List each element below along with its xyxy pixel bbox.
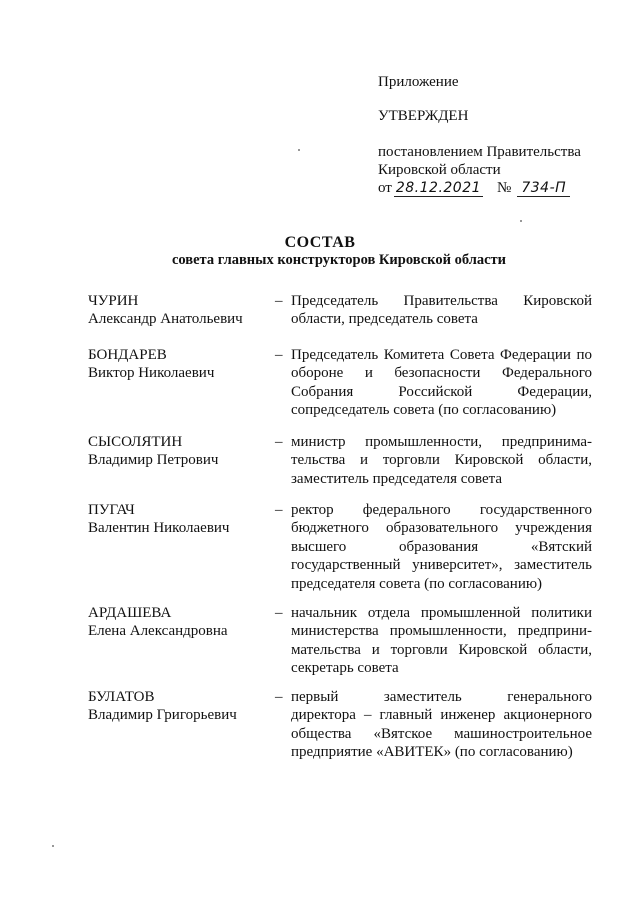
scan-speck [52, 845, 54, 847]
role-line: заместитель председателя совета [291, 470, 503, 487]
member-role [291, 433, 592, 488]
role-line: секретарь совета [291, 660, 399, 677]
member-given-name: Елена Александровна [88, 623, 228, 639]
role-line: председателя совета (по согласованию) [291, 575, 543, 592]
role-line: Председатель Комитета Совета Федерации по [291, 347, 592, 363]
member-given-name: Виктор Николаевич [88, 365, 215, 381]
decree-date: 28.12.2021 [395, 180, 482, 196]
dash-separator: – [275, 347, 283, 363]
member-given-name: Александр Анатольевич [88, 311, 243, 327]
dash-separator: – [275, 434, 283, 450]
decree-line-1: постановлением Правительства [378, 144, 581, 160]
role-line: предприятие «АВИТЕК» (по согласованию) [291, 744, 573, 761]
member-surname: ПУГАЧ [88, 502, 135, 518]
role-line: общества «Вятское машиностроительное [291, 725, 592, 742]
decree-number: 734-П [517, 181, 570, 197]
member-role [291, 501, 592, 593]
role-line: высшего образования «Вятский [291, 538, 592, 555]
role-line: Председатель Правительства Кировской [291, 293, 592, 309]
role-line: государственный университет», заместитель [291, 557, 592, 574]
dash-separator: – [275, 605, 283, 621]
role-line: начальник отдела промышленной политики [291, 605, 592, 621]
dash-separator: – [275, 293, 283, 309]
number-prefix: № [497, 180, 512, 196]
member-surname: ЧУРИН [88, 293, 139, 309]
scan-speck [298, 149, 300, 151]
approved-label: УТВЕРЖДЕН [378, 108, 469, 124]
role-line: бюджетного образовательного учреждения [291, 520, 592, 537]
role-line: министр промышленности, предпринима- [291, 434, 592, 450]
role-line: мательства и торговли Кировской области, [291, 641, 592, 658]
role-line: Собрания Российской Федерации, [291, 383, 592, 400]
member-role [291, 346, 592, 420]
member-role [291, 688, 592, 762]
member-given-name: Владимир Петрович [88, 452, 219, 468]
document-title: СОСТАВ [284, 234, 356, 251]
dash-separator: – [275, 502, 283, 518]
member-surname: БОНДАРЕВ [88, 347, 167, 363]
role-line: тельства и торговли Кировской области, [291, 452, 592, 469]
decree-date-number [378, 179, 570, 197]
appendix-label: Приложение [378, 74, 459, 90]
member-role [291, 604, 592, 678]
decree-line-2: Кировской области [378, 162, 501, 178]
role-line: первый заместитель генерального [291, 689, 592, 705]
member-given-name: Владимир Григорьевич [88, 707, 237, 723]
member-surname: СЫСОЛЯТИН [88, 434, 183, 450]
role-line: области, председатель совета [291, 311, 478, 328]
member-given-name: Валентин Николаевич [88, 520, 230, 536]
scan-speck [520, 220, 522, 222]
dash-separator: – [275, 689, 283, 705]
member-surname: БУЛАТОВ [88, 689, 155, 705]
member-surname: АРДАШЕВА [88, 605, 172, 621]
role-line: министерства промышленности, предприни- [291, 623, 592, 640]
document-subtitle: совета главных конструкторов Кировской области [171, 252, 507, 268]
role-line: сопредседатель совета (по согласованию) [291, 402, 557, 419]
date-prefix: от [378, 180, 392, 196]
role-line: ректор федерального государственного [291, 502, 592, 518]
role-line: обороне и безопасности Федерального [291, 365, 592, 382]
member-role [291, 292, 592, 329]
role-line: директора – главный инженер акционерного [291, 707, 592, 724]
